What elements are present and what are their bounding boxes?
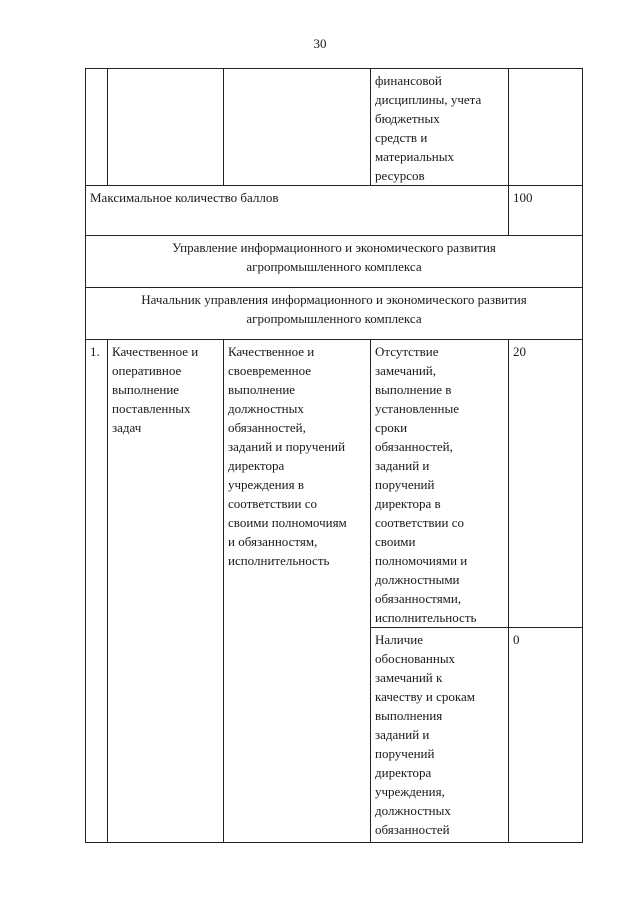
table-row-criterion-1a: [86, 340, 583, 628]
table-row-position-heading: [86, 288, 583, 340]
page-number: 30: [313, 36, 327, 51]
criterion-text: Отсутствие замечаний, выполнение в установленные сроки обязанностей, заданий и поручений директора в соответствии со своими полномочиями и должностными обязанностями, исполнительность: [371, 340, 509, 628]
cell-score-empty: [509, 69, 583, 186]
cell-description-empty: [224, 69, 371, 186]
cell-criterion-continued: финансовой дисциплины, учета бюджетных средств и материальных ресурсов: [371, 69, 509, 186]
criterion-score: 0: [509, 628, 583, 843]
position-heading: Начальник управления информационного и экономического развития агропромышленного комплекса: [86, 288, 583, 340]
description-text: Качественное и своевременное выполнение должностных обязанностей, заданий и поручений директора учреждения в соответствии со своими полномочиям и обязанностям, исполнительность: [224, 340, 371, 843]
department-heading: Управление информационного и экономического развития агропромышленного комплекса: [86, 236, 583, 288]
indicator-text: Качественное и оперативное выполнение поставленных задач: [108, 340, 224, 843]
cell-num-empty: [86, 69, 108, 186]
criteria-table: [85, 68, 583, 843]
table-row-max-score: [86, 186, 583, 236]
table-row-department-heading: [86, 236, 583, 288]
criterion-text: Наличие обоснованных замечаний к качеству и срокам выполнения заданий и поручений директора учреждения, должностных обязанностей: [371, 628, 509, 843]
cell-indicator-empty: [108, 69, 224, 186]
max-score-label: Максимальное количество баллов: [86, 186, 509, 236]
row-number: 1.: [86, 340, 108, 843]
table-row-continued: [86, 69, 583, 186]
criterion-score: 20: [509, 340, 583, 628]
max-score-value: 100: [509, 186, 583, 236]
